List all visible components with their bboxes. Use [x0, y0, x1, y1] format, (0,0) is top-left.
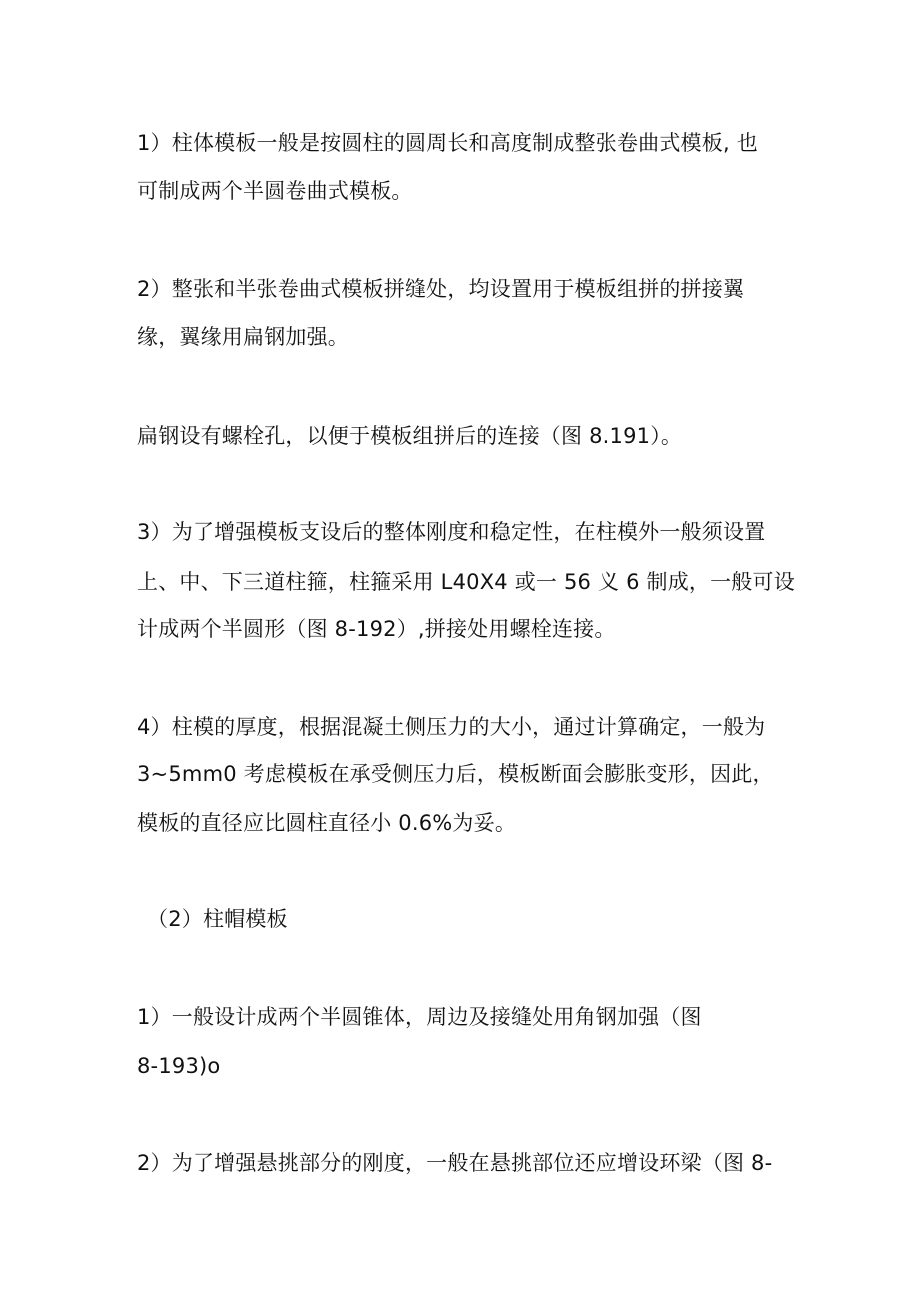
- paragraph-3-line-1: 扁钢设有螺栓孔，以便于模板组拼后的连接（图 8.191）。: [137, 424, 683, 448]
- paragraph-1-line-2: 可制成两个半圆卷曲式模板。: [137, 179, 413, 203]
- paragraph-4-line-1: 3）为了增强模板支设后的整体刚度和稳定性，在柱模外一般须设置: [137, 520, 766, 544]
- paragraph-4-line-3: 计成两个半圆形（图 8-192）,拼接处用螺栓连接。: [137, 617, 616, 641]
- paragraph-6-line-1: 1）一般设计成两个半圆锥体，周边及接缝处用角钢加强（图: [137, 1005, 702, 1029]
- paragraph-5-line-2: 3~5mm0 考虑模板在承受侧压力后，模板断面会膨胀变形，因此，: [137, 762, 774, 786]
- paragraph-5-line-3: 模板的直径应比圆柱直径小 0.6%为妥。: [137, 811, 517, 835]
- paragraph-1-line-1: 1）柱体模板一般是按圆柱的圆周长和高度制成整张卷曲式模板, 也: [137, 131, 758, 155]
- section-heading: （2）柱帽模板: [147, 907, 288, 931]
- paragraph-6-line-2: 8-193)o: [137, 1054, 221, 1078]
- paragraph-2-line-1: 2）整张和半张卷曲式模板拼缝处，均设置用于模板组拼的拼接翼: [137, 277, 745, 301]
- paragraph-2-line-2: 缘，翼缘用扁钢加强。: [137, 325, 349, 349]
- paragraph-4-line-2: 上、中、下三道柱箍，柱箍采用 L40X4 或一 56 义 6 制成，一般可设: [137, 570, 795, 594]
- paragraph-7-line-1: 2）为了增强悬挑部分的刚度，一般在悬挑部位还应增设环梁（图 8-: [137, 1151, 773, 1175]
- paragraph-5-line-1: 4）柱模的厚度，根据混凝土侧压力的大小，通过计算确定，一般为: [137, 715, 766, 739]
